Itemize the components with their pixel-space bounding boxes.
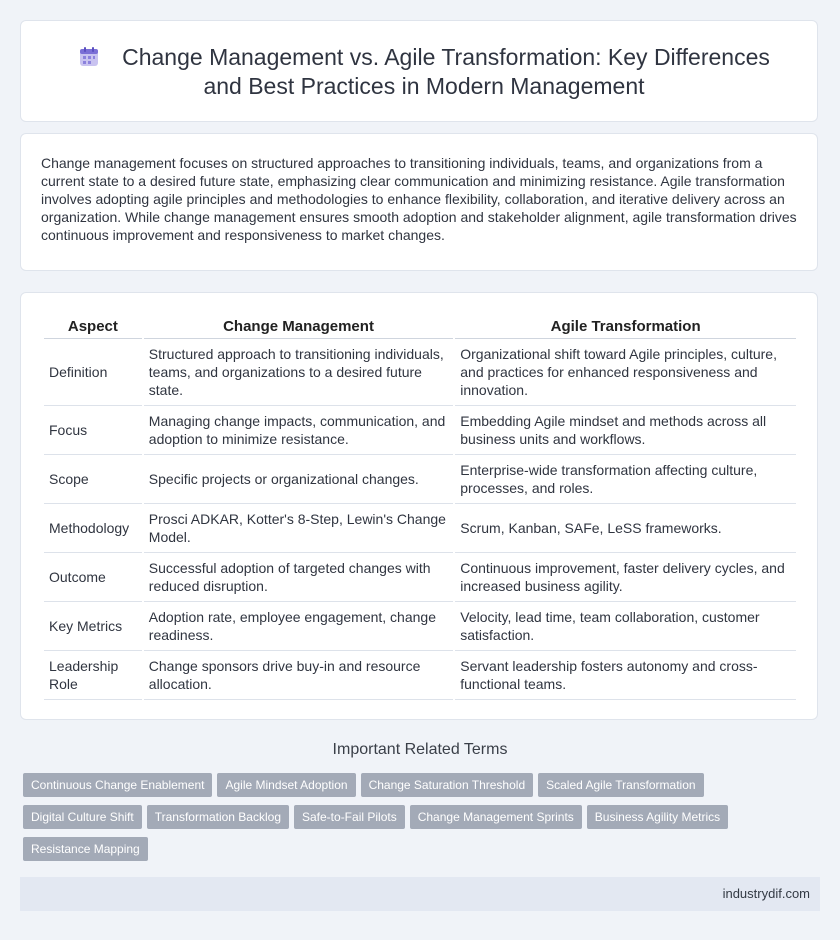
related-term-tag[interactable]: Agile Mindset Adoption (217, 773, 355, 797)
comparison-table (42, 315, 798, 700)
related-terms-list (23, 773, 803, 869)
table-row (44, 651, 796, 700)
row-agile-transformation: Continuous improvement, faster delivery cycles, and increased business agility. (455, 553, 796, 602)
row-aspect: Methodology (44, 504, 142, 553)
related-term-tag[interactable]: Change Saturation Threshold (361, 773, 534, 797)
table-row (44, 553, 796, 602)
related-term-tag[interactable]: Safe-to-Fail Pilots (294, 805, 405, 829)
table-row (44, 602, 796, 651)
row-agile-transformation: Velocity, lead time, team collaboration, customer satisfaction. (455, 602, 796, 651)
related-term-tag[interactable]: Continuous Change Enablement (23, 773, 212, 797)
title-card (20, 20, 818, 122)
related-terms-title: Important Related Terms (332, 741, 508, 758)
header-agile-transformation: Agile Transformation (455, 315, 796, 339)
row-agile-transformation: Organizational shift toward Agile principles, culture, and practices for enhanced responsiveness and innovation. (455, 339, 796, 406)
related-term-tag[interactable]: Resistance Mapping (23, 837, 148, 861)
row-aspect: Key Metrics (44, 602, 142, 651)
footer (20, 877, 820, 911)
row-aspect: Focus (44, 406, 142, 455)
row-change-management: Structured approach to transitioning individuals, teams, and organizations to a desired future state. (144, 339, 453, 406)
intro-text: Change management focuses on structured approaches to transitioning individuals, teams, and organizations from a current state to a desired future state, emphasizing clear communication and minimizing resistance. Agile transformation involves adopting agile principles and methodologies to enhance flexibility, collaboration, and iterative delivery across an organization. While change management ensures smooth adoption and stakeholder alignment, agile transformation drives continuous improvement and responsiveness to market changes. (41, 155, 797, 243)
row-change-management: Successful adoption of targeted changes with reduced disruption. (144, 553, 453, 602)
page-title-wrap (61, 43, 787, 101)
footer-site-link[interactable]: industrydif.com (722, 886, 810, 901)
row-change-management: Specific projects or organizational changes. (144, 455, 453, 504)
table-row (44, 504, 796, 553)
row-agile-transformation: Embedding Agile mindset and methods across all business units and workflows. (455, 406, 796, 455)
intro-card (20, 133, 818, 271)
comparison-card (20, 292, 818, 720)
table-row (44, 455, 796, 504)
calendar-icon (78, 46, 100, 68)
row-agile-transformation: Enterprise-wide transformation affecting culture, processes, and roles. (455, 455, 796, 504)
related-term-tag[interactable]: Business Agility Metrics (587, 805, 728, 829)
table-row (44, 339, 796, 406)
related-term-tag[interactable]: Digital Culture Shift (23, 805, 142, 829)
table-row (44, 406, 796, 455)
row-aspect: Outcome (44, 553, 142, 602)
header-aspect: Aspect (44, 315, 142, 339)
row-change-management: Change sponsors drive buy-in and resource allocation. (144, 651, 453, 700)
related-term-tag[interactable]: Change Management Sprints (410, 805, 582, 829)
row-aspect: Leadership Role (44, 651, 142, 700)
related-term-tag[interactable]: Transformation Backlog (147, 805, 289, 829)
row-change-management: Managing change impacts, communication, and adoption to minimize resistance. (144, 406, 453, 455)
row-aspect: Definition (44, 339, 142, 406)
row-change-management: Prosci ADKAR, Kotter's 8-Step, Lewin's Change Model. (144, 504, 453, 553)
page-title: Change Management vs. Agile Transformation: Key Differences and Best Practices in Modern Management (122, 44, 770, 99)
row-aspect: Scope (44, 455, 142, 504)
row-agile-transformation: Servant leadership fosters autonomy and cross-functional teams. (455, 651, 796, 700)
related-term-tag[interactable]: Scaled Agile Transformation (538, 773, 703, 797)
row-change-management: Adoption rate, employee engagement, change readiness. (144, 602, 453, 651)
table-header-row (44, 315, 796, 339)
header-change-management: Change Management (144, 315, 453, 339)
row-agile-transformation: Scrum, Kanban, SAFe, LeSS frameworks. (455, 504, 796, 553)
